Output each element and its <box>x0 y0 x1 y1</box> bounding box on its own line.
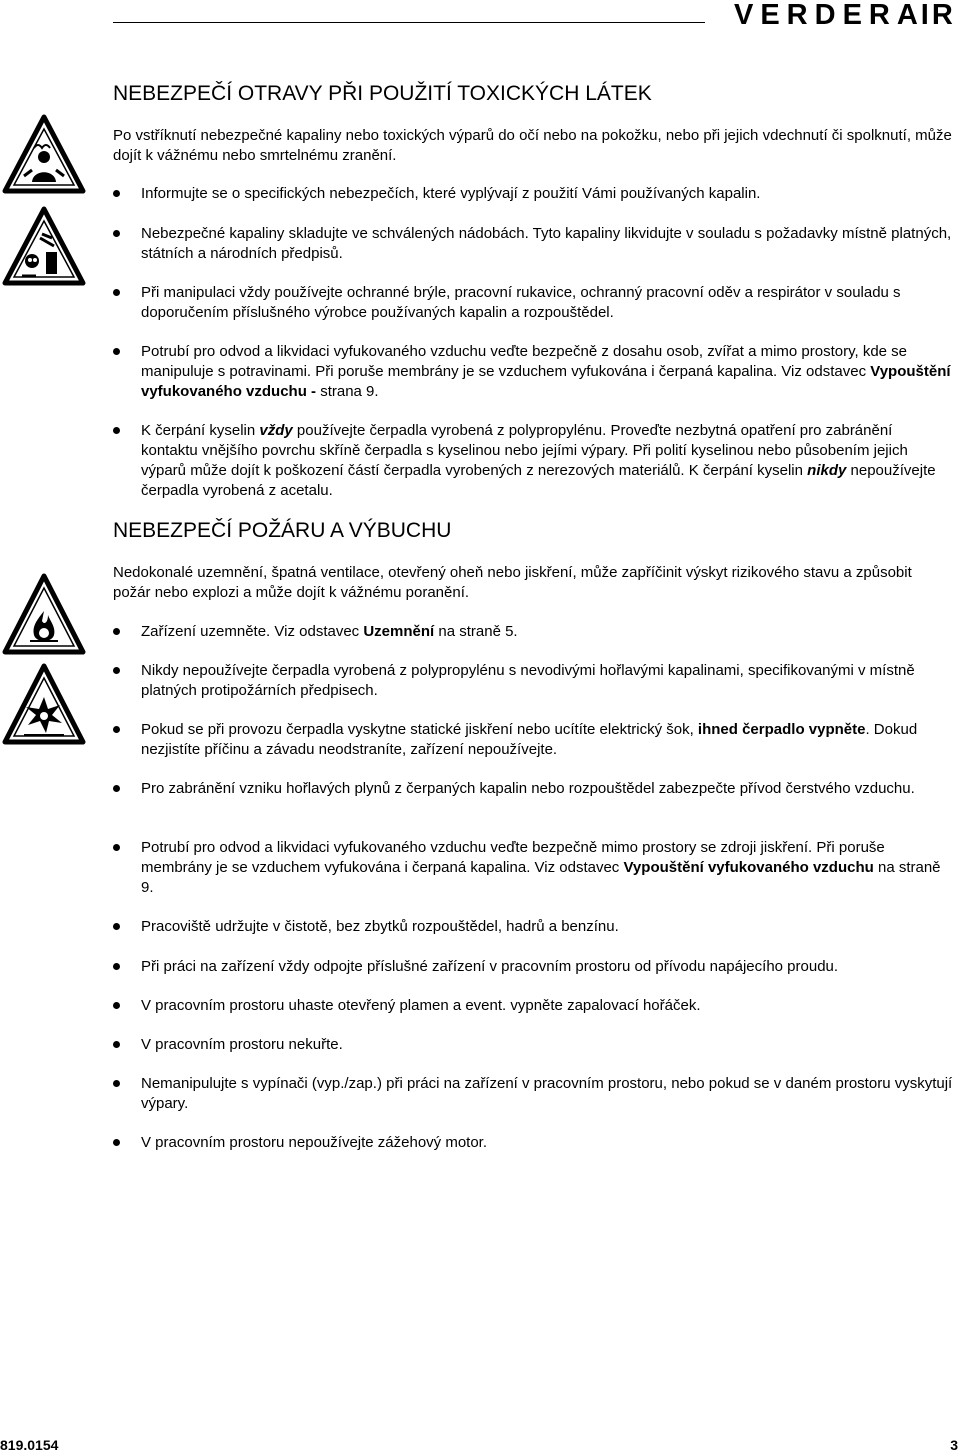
list-item <box>113 996 953 1016</box>
list-item-text: Pro zabránění vzniku hořlavých plynů z čerpaných kapalin nebo rozpouštědel zabezpečte přívod čerstvého vzduchu. <box>141 780 915 797</box>
cross-reference: Uzemnění <box>363 623 435 640</box>
list-item-text <box>141 622 953 642</box>
list-item-text-part: . Dokud nezjistíte příčinu a závadu neodstraníte, zařízení nepoužívejte. <box>141 721 918 758</box>
fire-warning-icon <box>2 573 86 655</box>
bullet-icon <box>113 427 120 434</box>
list-item <box>113 957 953 977</box>
list-item-text: V pracovním prostoru nekuřte. <box>141 1036 343 1053</box>
bullet-icon <box>113 628 120 635</box>
list-item-text-part: používejte čerpadla vyrobená z polypropylénu. Proveďte nezbytná opatření pro zabránění kontaktu vnějšího povrchu skříně čerpadla s kyselinou nebo jejími výpary. Při polití kyselinou nebo působením jejich výparů může dojít k poškození částí čerpadla vyrobených z nerezových materiálů. K čerpání kyselin <box>141 422 908 479</box>
bullet-icon <box>113 1002 120 1009</box>
list-item-text-part: nepoužívejte čerpadla vyrobená z acetalu. <box>141 462 936 499</box>
list-item <box>113 1133 953 1153</box>
list-item <box>113 661 953 701</box>
list-item <box>113 720 953 760</box>
cross-reference: Vypouštění vyfukovaného vzduchu - <box>141 363 951 400</box>
list-item-text: Při práci na zařízení vždy odpojte příslušné zařízení v pracovním prostoru od přívodu napájecího proudu. <box>141 958 839 975</box>
list-item-text <box>141 342 953 402</box>
list-item-text <box>141 838 953 898</box>
bullet-icon <box>113 923 120 930</box>
list-item-text-part: strana 9. <box>320 383 379 400</box>
list-item-text: Nemanipulujte s vypínači (vyp./zap.) při práci na zařízení v pracovním prostoru, nebo pokud se v daném prostoru vyskytují výpary. <box>141 1075 953 1112</box>
logo-main: VERDER <box>734 0 897 30</box>
list-item <box>113 1074 953 1114</box>
list-item-text-part: Potrubí pro odvod a likvidaci vyfukovaného vzduchu veďte bezpečně z dosahu osob, zvířat a mimo prostory, kde se manipuluje s potravinami. Při poruše membrány je se vzduchem vyfukována i čerpaná kapalina. Viz odstavec <box>141 343 908 380</box>
emphasis: nikdy <box>807 462 847 479</box>
list-item <box>113 838 953 898</box>
list-item <box>113 917 953 937</box>
list-item-text-part: Zařízení uzemněte. Viz odstavec <box>141 623 364 640</box>
verderair-logo <box>734 0 960 30</box>
list-item <box>113 1035 953 1055</box>
list-item <box>113 342 953 402</box>
list-item-text-part: Potrubí pro odvod a likvidaci vyfukovaného vzduchu veďte bezpečně mimo prostory se zdroji jiskření. Při poruše membrány je se vzduchem vyfukována i čerpaná kapalina. Viz odstavec <box>141 839 885 876</box>
document-number: 819.0154 <box>0 1437 59 1453</box>
list-item-text: Nebezpečné kapaliny skladujte ve schválených nádobách. Tyto kapaliny likvidujte v souladu s požadavky místně platných, státních a národních předpisů. <box>141 225 952 262</box>
bullet-icon <box>113 726 120 733</box>
bullet-icon <box>113 289 120 296</box>
bullet-icon <box>113 230 120 237</box>
list-item-text-part: K čerpání kyselin <box>141 422 260 439</box>
list-item <box>113 283 953 323</box>
section-intro-fire: Nedokonalé uzemnění, špatná ventilace, otevřený oheň nebo jiskření, může zapříčinit výskyt rizikového stavu a způsobit požár nebo explozi a může dojít k vážnému poranění. <box>113 564 912 601</box>
list-item <box>113 224 953 264</box>
list-item-text: Při manipulaci vždy používejte ochranné brýle, pracovní rukavice, ochranný pracovní oděv a respirátor v souladu s doporučením příslušného výrobce používaných kapalin a rozpouštědel. <box>141 284 901 321</box>
section-intro-toxic: Po vstříknutí nebezpečné kapaliny nebo toxických výparů do očí nebo na pokožku, nebo při jejich vdechnutí či spolknutí, může dojít k vážnému nebo smrtelnému zranění. <box>113 127 952 164</box>
list-item-text <box>141 720 953 760</box>
bullet-icon <box>113 1139 120 1146</box>
list-item-text <box>141 421 953 501</box>
logo-accent: AIR <box>896 0 956 30</box>
bullet-icon <box>113 1041 120 1048</box>
list-item-text: V pracovním prostoru nepoužívejte zážehový motor. <box>141 1134 488 1151</box>
list-item-text: Nikdy nepoužívejte čerpadla vyrobená z polypropylénu s nevodivými hořlavými kapalinami, specifikovanými v místně platných protipožárních předpisech. <box>141 662 915 699</box>
toxic-fumes-warning-icon <box>2 114 86 194</box>
list-item-text-part: na straně 9. <box>141 859 941 896</box>
bullet-icon <box>113 667 120 674</box>
list-item <box>113 421 953 501</box>
emphasis: ihned čerpadlo vypněte <box>697 721 866 738</box>
list-item-text: Informujte se o specifických nebezpečích, které vyplývají z použití Vámi používaných kapalin. <box>141 185 761 202</box>
list-item <box>113 622 953 642</box>
bullet-icon <box>113 190 120 197</box>
list-item <box>113 184 953 204</box>
list-item-text-part: na straně 5. <box>434 623 518 640</box>
bullet-icon <box>113 1080 120 1087</box>
list-item-text: Pracoviště udržujte v čistotě, bez zbytků rozpouštědel, hadrů a benzínu. <box>141 918 619 935</box>
header-rule <box>113 22 705 23</box>
list-item-text: V pracovním prostoru uhaste otevřený plamen a event. vypněte zapalovací hořáček. <box>141 997 701 1014</box>
page-number: 3 <box>950 1437 958 1453</box>
bullet-icon <box>113 348 120 355</box>
bullet-icon <box>113 844 120 851</box>
section-heading-fire: NEBEZPEČÍ POŽÁRU A VÝBUCHU <box>113 519 452 542</box>
bullet-icon <box>113 785 120 792</box>
list-item <box>113 779 953 799</box>
section-heading-toxic: NEBEZPEČÍ OTRAVY PŘI POUŽITÍ TOXICKÝCH LÁTEK <box>113 82 652 105</box>
cross-reference: Vypouštění vyfukovaného vzduchu <box>623 859 874 876</box>
hazardous-fluid-warning-icon <box>2 206 86 286</box>
list-item-text-part: Pokud se při provozu čerpadla vyskytne statické jiskření nebo ucítíte elektrický šok, <box>141 721 698 738</box>
bullet-icon <box>113 963 120 970</box>
explosion-warning-icon <box>2 663 86 745</box>
emphasis: vždy <box>259 422 293 439</box>
